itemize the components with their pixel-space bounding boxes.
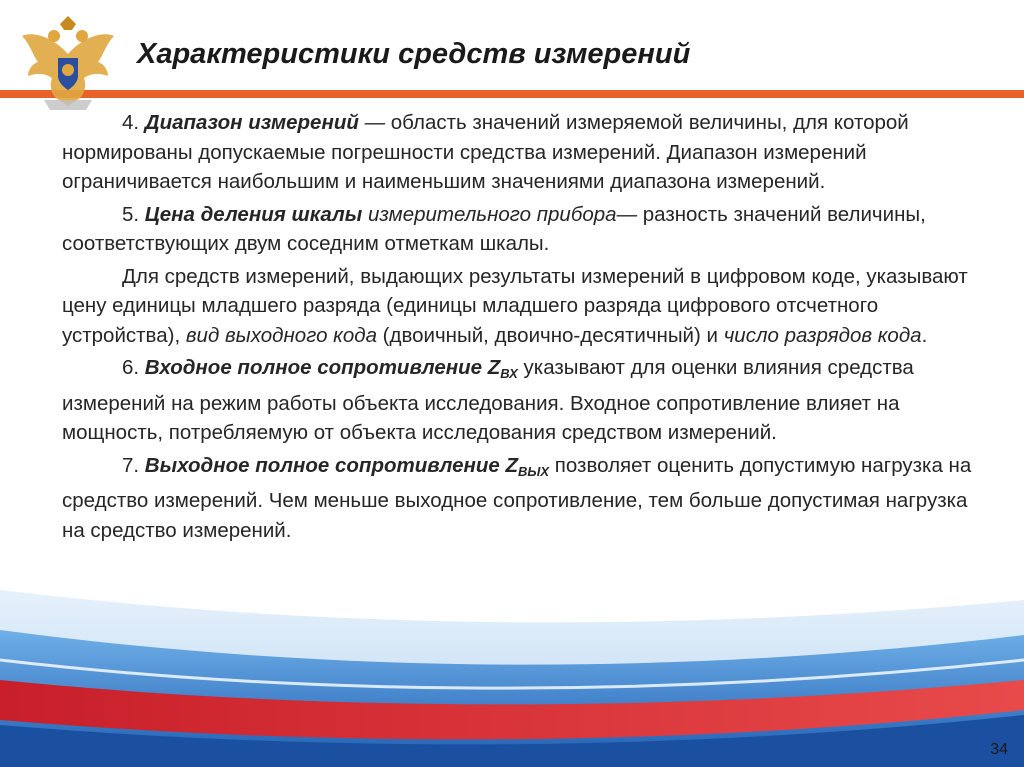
- paragraph-6-subscript: ВХ: [500, 366, 518, 381]
- paragraph-5b-text-2: (двоичный, двоично-десятичный) и: [376, 323, 724, 347]
- double-headed-eagle-emblem-icon: [20, 14, 116, 114]
- paragraph-4: [52, 108, 982, 197]
- paragraph-6-text: указывают для оценки влияния средства измерений на режим работы объекта исследования. Входное сопротивление влияет на мощность, потребляемую от объекта исследования средством измерений.: [62, 356, 914, 444]
- decorative-waves: [0, 560, 1024, 767]
- paragraph-4-term: Диапазон измерений: [144, 111, 359, 134]
- paragraph-5b-text-3: .: [921, 323, 928, 347]
- paragraph-4-number: 4.: [122, 111, 145, 134]
- page-number: 34: [990, 741, 1008, 758]
- paragraph-5-text: — разность значений величины, соответствующих двум соседним отметкам шкалы.: [62, 202, 926, 255]
- paragraph-6-term: Входное полное сопротивление Z: [144, 356, 501, 379]
- paragraph-5b-italic-1: вид выходного кода: [185, 323, 377, 347]
- paragraph-4-text: — область значений измеряемой величины, для которой нормированы допускаемые погрешности средства измерений. Диапазон измерений ограничивается наибольшим и наименьшим значениями диапазона измерений.: [62, 111, 909, 193]
- paragraph-5b-italic-2: число разрядов кода: [723, 323, 922, 347]
- paragraph-5b-text-1: Для средств измерений, выдающих результаты измерений в цифровом коде, указывают цену единицы младшего разряда (единицы младшего разряда цифрового отсчетного устройства),: [62, 264, 968, 347]
- paragraph-5-number: 5.: [122, 202, 145, 226]
- paragraph-6: [52, 353, 982, 448]
- paragraph-5-digital: [52, 262, 982, 351]
- paragraph-7-subscript: ВЫХ: [518, 463, 550, 479]
- slide-content: [52, 108, 982, 548]
- slide-title: Характеристики средств измерений: [137, 38, 691, 70]
- paragraph-7-number: 7.: [122, 453, 145, 477]
- paragraph-5-term-italic: измерительного прибора: [362, 202, 617, 226]
- title-divider-line: [0, 90, 1024, 98]
- paragraph-5-term: Цена деления шкалы: [144, 202, 363, 226]
- paragraph-7: [52, 451, 982, 546]
- paragraph-7-text: позволяет оценить допустимую нагрузка на средство измерений. Чем меньше выходное сопротивление, тем больше допустимая нагрузка на средство измерений.: [62, 453, 972, 542]
- paragraph-7-term: Выходное полное сопротивление Z: [144, 453, 519, 477]
- paragraph-6-number: 6.: [122, 356, 145, 379]
- paragraph-5: [52, 200, 982, 259]
